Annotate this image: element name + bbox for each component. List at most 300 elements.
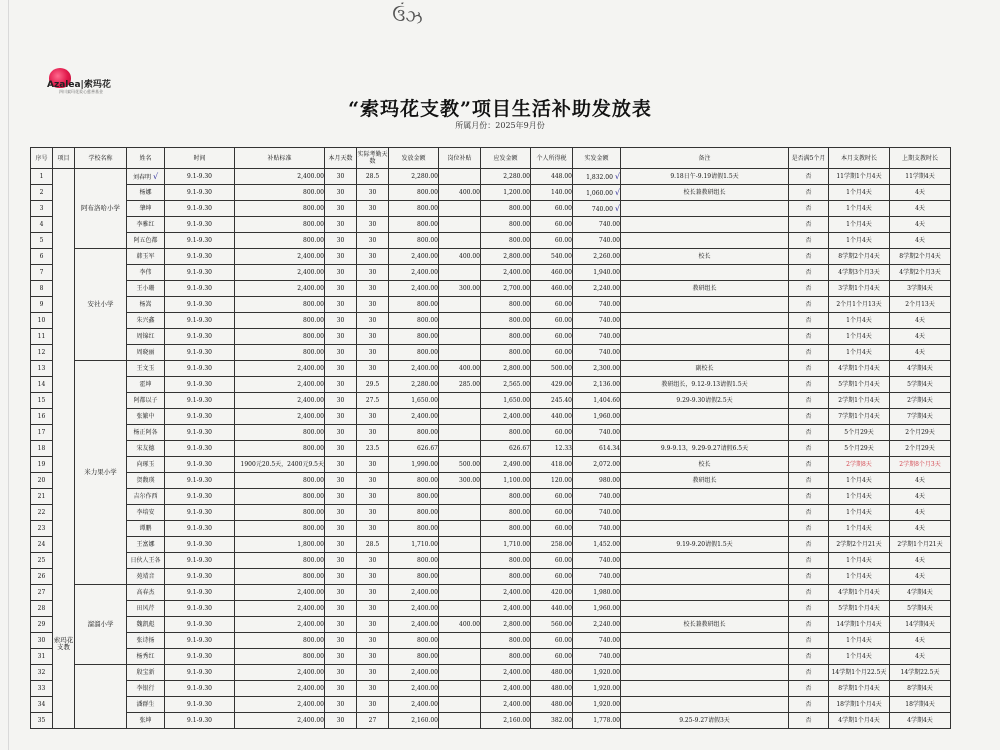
cell-period: 9.1-9.30 <box>165 521 235 537</box>
cell-remark: 教研组长 <box>621 473 789 489</box>
cell-gross: 626.67 <box>481 441 531 457</box>
cell-seq: 26 <box>31 569 53 585</box>
cell-position-allowance: 400.00 <box>439 185 481 201</box>
cell-net <box>573 553 621 569</box>
cell-name-text: 魏凯彪 <box>136 621 155 628</box>
cell-standard: 2,400.00 <box>235 265 325 281</box>
cell-month-duration: 1个月4天 <box>829 521 890 537</box>
cell-standard: 2,400.00 <box>235 377 325 393</box>
cell-name <box>127 169 165 185</box>
cell-days: 30 <box>325 649 357 665</box>
table-row <box>31 553 951 569</box>
cell-period: 9.1-9.30 <box>165 617 235 633</box>
cell-name-text: 杨正阿各 <box>133 429 158 436</box>
cell-standard: 800.00 <box>235 425 325 441</box>
cell-remark <box>621 297 789 313</box>
cell-days: 30 <box>325 377 357 393</box>
cell-name <box>127 185 165 201</box>
header-actual-days: 实际考勤天数 <box>357 148 389 169</box>
cell-remark: 9.19-9.20请假1.5天 <box>621 537 789 553</box>
cell-standard: 800.00 <box>235 201 325 217</box>
cell-remark: 9.29-9.30请假2.5天 <box>621 393 789 409</box>
cell-gross: 1,650.00 <box>481 393 531 409</box>
cell-school: 溜溜小学 <box>75 585 127 665</box>
cell-remark <box>621 521 789 537</box>
cell-base-amount: 800.00 <box>389 473 439 489</box>
cell-net <box>573 345 621 361</box>
cell-seq: 9 <box>31 297 53 313</box>
cell-tax: 448.00 <box>531 169 573 185</box>
cell-school: 米力果小学 <box>75 361 127 585</box>
cell-actual-days: 28.5 <box>357 537 389 553</box>
cell-actual-days: 30 <box>357 313 389 329</box>
cell-period: 9.1-9.30 <box>165 329 235 345</box>
cell-month-duration: 1个月4天 <box>829 185 890 201</box>
cell-actual-days: 27 <box>357 713 389 729</box>
cell-tax: 418.00 <box>531 457 573 473</box>
cell-base-amount: 2,400.00 <box>389 409 439 425</box>
cell-prev-duration: 4学期2个月3天 <box>890 265 951 281</box>
cell-name <box>127 281 165 297</box>
cell-standard: 800.00 <box>235 217 325 233</box>
table-row <box>31 409 951 425</box>
cell-under-5-months: 否 <box>789 345 829 361</box>
cell-name <box>127 345 165 361</box>
cell-prev-duration: 4学期4天 <box>890 361 951 377</box>
check-mark-icon: √ <box>614 203 620 213</box>
cell-net <box>573 649 621 665</box>
table-row <box>31 201 951 217</box>
cell-actual-days: 30 <box>357 617 389 633</box>
cell-standard: 800.00 <box>235 185 325 201</box>
cell-period: 9.1-9.30 <box>165 553 235 569</box>
cell-month-duration: 1个月4天 <box>829 649 890 665</box>
cell-gross: 2,800.00 <box>481 617 531 633</box>
cell-position-allowance <box>439 393 481 409</box>
cell-under-5-months: 否 <box>789 505 829 521</box>
cell-actual-days: 30 <box>357 521 389 537</box>
cell-position-allowance: 300.00 <box>439 473 481 489</box>
cell-under-5-months: 否 <box>789 617 829 633</box>
cell-actual-days: 30 <box>357 265 389 281</box>
cell-month-duration: 18学期1个月4天 <box>829 697 890 713</box>
cell-remark <box>621 601 789 617</box>
cell-actual-days: 30 <box>357 233 389 249</box>
cell-month-duration: 1个月4天 <box>829 569 890 585</box>
cell-name <box>127 393 165 409</box>
table-row <box>31 441 951 457</box>
cell-actual-days: 30 <box>357 681 389 697</box>
cell-name-text: 韩玉军 <box>136 253 155 260</box>
cell-name <box>127 585 165 601</box>
cell-net <box>573 201 621 217</box>
cell-month-duration: 4学期1个月4天 <box>829 585 890 601</box>
cell-actual-days: 30 <box>357 553 389 569</box>
cell-net-text: 980.00 <box>599 477 620 484</box>
cell-position-allowance: 400.00 <box>439 361 481 377</box>
cell-tax: 245.40 <box>531 393 573 409</box>
cell-gross: 2,280.00 <box>481 169 531 185</box>
cell-net <box>573 425 621 441</box>
cell-tax: 382.00 <box>531 713 573 729</box>
cell-prev-duration: 2学期4天 <box>890 393 951 409</box>
cell-net-text: 740.00 <box>599 237 620 244</box>
cell-position-allowance <box>439 633 481 649</box>
cell-name <box>127 569 165 585</box>
cell-name <box>127 361 165 377</box>
cell-net-text: 740.00 <box>599 301 620 308</box>
cell-standard: 2,400.00 <box>235 169 325 185</box>
cell-month-duration: 2学期8天 <box>829 457 890 473</box>
cell-under-5-months: 否 <box>789 249 829 265</box>
cell-name <box>127 665 165 681</box>
check-mark-icon: √ <box>152 171 159 181</box>
cell-period: 9.1-9.30 <box>165 345 235 361</box>
cell-days: 30 <box>325 665 357 681</box>
cell-period: 9.1-9.30 <box>165 377 235 393</box>
cell-days: 30 <box>325 233 357 249</box>
cell-net-text: 2,136.00 <box>593 381 620 388</box>
cell-net <box>573 297 621 313</box>
cell-position-allowance <box>439 441 481 457</box>
cell-net-text: 1,404.60 <box>593 397 620 404</box>
cell-net-text: 740.00 <box>599 509 620 516</box>
cell-standard: 800.00 <box>235 505 325 521</box>
cell-remark: 9.18日午-9.19请假1.5天 <box>621 169 789 185</box>
cell-name-text: 周晓丽 <box>136 349 155 356</box>
cell-period: 9.1-9.30 <box>165 249 235 265</box>
cell-position-allowance <box>439 345 481 361</box>
cell-under-5-months: 否 <box>789 265 829 281</box>
cell-standard: 800.00 <box>235 649 325 665</box>
cell-position-allowance <box>439 313 481 329</box>
cell-seq: 8 <box>31 281 53 297</box>
header-net: 实发金额 <box>573 148 621 169</box>
cell-actual-days: 30 <box>357 217 389 233</box>
cell-days: 30 <box>325 425 357 441</box>
header-month-duration: 本月支教时长 <box>829 148 890 169</box>
cell-base-amount: 800.00 <box>389 633 439 649</box>
cell-remark <box>621 425 789 441</box>
cell-name-text: 潘群生 <box>136 701 155 708</box>
cell-net-text: 1,778.00 <box>593 717 620 724</box>
cell-gross: 800.00 <box>481 233 531 249</box>
cell-net-text: 614.34 <box>599 445 620 452</box>
table-row <box>31 249 951 265</box>
cell-days: 30 <box>325 617 357 633</box>
cell-position-allowance <box>439 425 481 441</box>
cell-actual-days: 30 <box>357 697 389 713</box>
header-gross: 应发金额 <box>481 148 531 169</box>
cell-days: 30 <box>325 489 357 505</box>
cell-tax: 480.00 <box>531 697 573 713</box>
cell-school: 安社小学 <box>75 249 127 361</box>
cell-period: 9.1-9.30 <box>165 649 235 665</box>
cell-under-5-months: 否 <box>789 713 829 729</box>
cell-period: 9.1-9.30 <box>165 409 235 425</box>
cell-base-amount: 800.00 <box>389 313 439 329</box>
cell-period: 9.1-9.30 <box>165 313 235 329</box>
cell-name-text: 李培安 <box>136 509 155 516</box>
cell-base-amount: 800.00 <box>389 553 439 569</box>
cell-name-text: 张繁中 <box>136 413 155 420</box>
cell-under-5-months: 否 <box>789 185 829 201</box>
header-tax: 个人所得税 <box>531 148 573 169</box>
cell-net <box>573 393 621 409</box>
cell-net-text: 1,980.00 <box>593 589 620 596</box>
table-row <box>31 521 951 537</box>
cell-standard: 2,400.00 <box>235 409 325 425</box>
table-row <box>31 585 951 601</box>
cell-name <box>127 233 165 249</box>
cell-standard: 800.00 <box>235 553 325 569</box>
cell-net-text: 740.00 <box>591 205 613 213</box>
table-row <box>31 473 951 489</box>
cell-position-allowance: 285.00 <box>439 377 481 393</box>
cell-prev-duration: 4天 <box>890 633 951 649</box>
cell-net <box>573 265 621 281</box>
cell-days: 30 <box>325 409 357 425</box>
cell-days: 30 <box>325 585 357 601</box>
cell-position-allowance <box>439 265 481 281</box>
cell-position-allowance <box>439 505 481 521</box>
cell-seq: 18 <box>31 441 53 457</box>
table-row <box>31 569 951 585</box>
cell-position-allowance <box>439 569 481 585</box>
table-body <box>31 169 951 729</box>
cell-actual-days: 30 <box>357 185 389 201</box>
cell-gross: 2,400.00 <box>481 665 531 681</box>
cell-base-amount: 2,400.00 <box>389 617 439 633</box>
cell-tax: 140.00 <box>531 185 573 201</box>
cell-seq: 6 <box>31 249 53 265</box>
cell-standard: 2,400.00 <box>235 281 325 297</box>
cell-days: 30 <box>325 329 357 345</box>
cell-tax: 560.00 <box>531 617 573 633</box>
cell-name-text: 日伙人王各 <box>130 557 161 564</box>
cell-seq: 4 <box>31 217 53 233</box>
cell-days: 30 <box>325 713 357 729</box>
cell-seq: 16 <box>31 409 53 425</box>
cell-net-text: 1,920.00 <box>593 701 620 708</box>
cell-month-duration: 1个月4天 <box>829 329 890 345</box>
table-row <box>31 329 951 345</box>
cell-net-text: 2,300.00 <box>593 365 620 372</box>
cell-name-text: 殷宝新 <box>136 669 155 676</box>
check-mark-icon: √ <box>614 187 620 197</box>
cell-position-allowance <box>439 329 481 345</box>
cell-tax: 60.00 <box>531 201 573 217</box>
cell-base-amount: 800.00 <box>389 425 439 441</box>
cell-net-text: 2,240.00 <box>593 285 620 292</box>
cell-net <box>573 601 621 617</box>
cell-gross: 800.00 <box>481 489 531 505</box>
cell-days: 30 <box>325 393 357 409</box>
cell-net <box>573 169 621 185</box>
cell-seq: 25 <box>31 553 53 569</box>
cell-net <box>573 633 621 649</box>
cell-period: 9.1-9.30 <box>165 697 235 713</box>
cell-prev-duration: 4天 <box>890 649 951 665</box>
cell-name <box>127 553 165 569</box>
table-row <box>31 169 951 185</box>
cell-school: 阿布洛哈小学 <box>75 169 127 249</box>
cell-name-text: 苑靖音 <box>136 573 155 580</box>
cell-base-amount: 2,400.00 <box>389 361 439 377</box>
cell-month-duration: 1个月4天 <box>829 201 890 217</box>
cell-under-5-months: 否 <box>789 601 829 617</box>
cell-month-duration: 1个月4天 <box>829 505 890 521</box>
cell-remark: 副校长 <box>621 361 789 377</box>
cell-tax: 480.00 <box>531 681 573 697</box>
cell-seq: 24 <box>31 537 53 553</box>
cell-project: 索玛花支教 <box>53 169 75 729</box>
cell-prev-duration: 4天 <box>890 217 951 233</box>
cell-gross: 2,700.00 <box>481 281 531 297</box>
cell-actual-days: 30 <box>357 569 389 585</box>
cell-name <box>127 217 165 233</box>
header-period: 时间 <box>165 148 235 169</box>
cell-seq: 30 <box>31 633 53 649</box>
cell-actual-days: 30 <box>357 489 389 505</box>
cell-standard: 800.00 <box>235 633 325 649</box>
cell-standard: 2,400.00 <box>235 617 325 633</box>
cell-base-amount: 800.00 <box>389 489 439 505</box>
cell-tax: 460.00 <box>531 265 573 281</box>
cell-net-text: 1,920.00 <box>593 685 620 692</box>
cell-days: 30 <box>325 217 357 233</box>
cell-name <box>127 329 165 345</box>
cell-seq: 15 <box>31 393 53 409</box>
cell-seq: 2 <box>31 185 53 201</box>
cell-seq: 29 <box>31 617 53 633</box>
cell-net <box>573 441 621 457</box>
cell-remark <box>621 569 789 585</box>
cell-base-amount: 2,280.00 <box>389 377 439 393</box>
cell-tax: 12.33 <box>531 441 573 457</box>
cell-actual-days: 30 <box>357 649 389 665</box>
cell-net <box>573 617 621 633</box>
cell-month-duration: 1个月4天 <box>829 489 890 505</box>
cell-gross: 2,400.00 <box>481 409 531 425</box>
cell-base-amount: 800.00 <box>389 233 439 249</box>
cell-period: 9.1-9.30 <box>165 665 235 681</box>
cell-remark <box>621 649 789 665</box>
cell-month-duration: 5个月29天 <box>829 425 890 441</box>
cell-tax: 60.00 <box>531 345 573 361</box>
cell-tax: 60.00 <box>531 489 573 505</box>
cell-under-5-months: 否 <box>789 393 829 409</box>
cell-period: 9.1-9.30 <box>165 361 235 377</box>
cell-gross: 2,160.00 <box>481 713 531 729</box>
cell-under-5-months: 否 <box>789 473 829 489</box>
cell-remark <box>621 681 789 697</box>
cell-name-text: 宋友德 <box>136 445 155 452</box>
cell-seq: 23 <box>31 521 53 537</box>
cell-seq: 14 <box>31 377 53 393</box>
cell-tax: 60.00 <box>531 569 573 585</box>
cell-under-5-months: 否 <box>789 697 829 713</box>
cell-period: 9.1-9.30 <box>165 169 235 185</box>
cell-days: 30 <box>325 361 357 377</box>
cell-seq: 7 <box>31 265 53 281</box>
cell-name <box>127 265 165 281</box>
cell-month-duration: 4学期3个月3天 <box>829 265 890 281</box>
header-days: 本月天数 <box>325 148 357 169</box>
cell-standard: 800.00 <box>235 313 325 329</box>
cell-name-text: 刘春明 <box>132 173 151 181</box>
cell-remark: 教研组长，9.12-9.13请假1.5天 <box>621 377 789 393</box>
header-base-amount: 发放金额 <box>389 148 439 169</box>
header-school: 学校名称 <box>75 148 127 169</box>
table-row <box>31 345 951 361</box>
cell-gross: 2,400.00 <box>481 681 531 697</box>
cell-actual-days: 30 <box>357 457 389 473</box>
cell-name <box>127 633 165 649</box>
table-row <box>31 665 951 681</box>
cell-name <box>127 313 165 329</box>
cell-name <box>127 681 165 697</box>
cell-prev-duration: 4天 <box>890 553 951 569</box>
cell-position-allowance <box>439 681 481 697</box>
cell-net <box>573 681 621 697</box>
cell-name <box>127 697 165 713</box>
cell-name <box>127 617 165 633</box>
cell-prev-duration: 4天 <box>890 473 951 489</box>
cell-under-5-months: 否 <box>789 377 829 393</box>
cell-net-text: 740.00 <box>599 429 620 436</box>
table-row <box>31 601 951 617</box>
table-row <box>31 265 951 281</box>
cell-month-duration: 1个月4天 <box>829 345 890 361</box>
cell-name <box>127 649 165 665</box>
cell-actual-days: 30 <box>357 585 389 601</box>
cell-standard: 2,400.00 <box>235 665 325 681</box>
cell-remark: 9.25-9.27请假3天 <box>621 713 789 729</box>
cell-days: 30 <box>325 169 357 185</box>
table-row <box>31 425 951 441</box>
cell-under-5-months: 否 <box>789 233 829 249</box>
cell-base-amount: 2,400.00 <box>389 601 439 617</box>
cell-under-5-months: 否 <box>789 489 829 505</box>
cell-tax: 258.00 <box>531 537 573 553</box>
cell-period: 9.1-9.30 <box>165 233 235 249</box>
header-prev-duration: 上期支教时长 <box>890 148 951 169</box>
cell-name-text: 吉尔作西 <box>133 493 158 500</box>
cell-net <box>573 713 621 729</box>
cell-standard: 2,400.00 <box>235 393 325 409</box>
cell-standard: 2,400.00 <box>235 361 325 377</box>
cell-tax: 60.00 <box>531 425 573 441</box>
cell-gross: 2,400.00 <box>481 585 531 601</box>
cell-actual-days: 30 <box>357 601 389 617</box>
table-row <box>31 537 951 553</box>
document-subtitle: 所属月份：2025年9月份 <box>455 121 545 130</box>
cell-seq: 34 <box>31 697 53 713</box>
cell-tax: 440.00 <box>531 601 573 617</box>
cell-tax: 60.00 <box>531 649 573 665</box>
table-row <box>31 649 951 665</box>
cell-gross: 800.00 <box>481 553 531 569</box>
table-row <box>31 697 951 713</box>
cell-period: 9.1-9.30 <box>165 537 235 553</box>
cell-gross: 800.00 <box>481 313 531 329</box>
cell-gross: 1,100.00 <box>481 473 531 489</box>
cell-tax: 500.00 <box>531 361 573 377</box>
cell-days: 30 <box>325 297 357 313</box>
cell-base-amount: 800.00 <box>389 329 439 345</box>
cell-seq: 21 <box>31 489 53 505</box>
